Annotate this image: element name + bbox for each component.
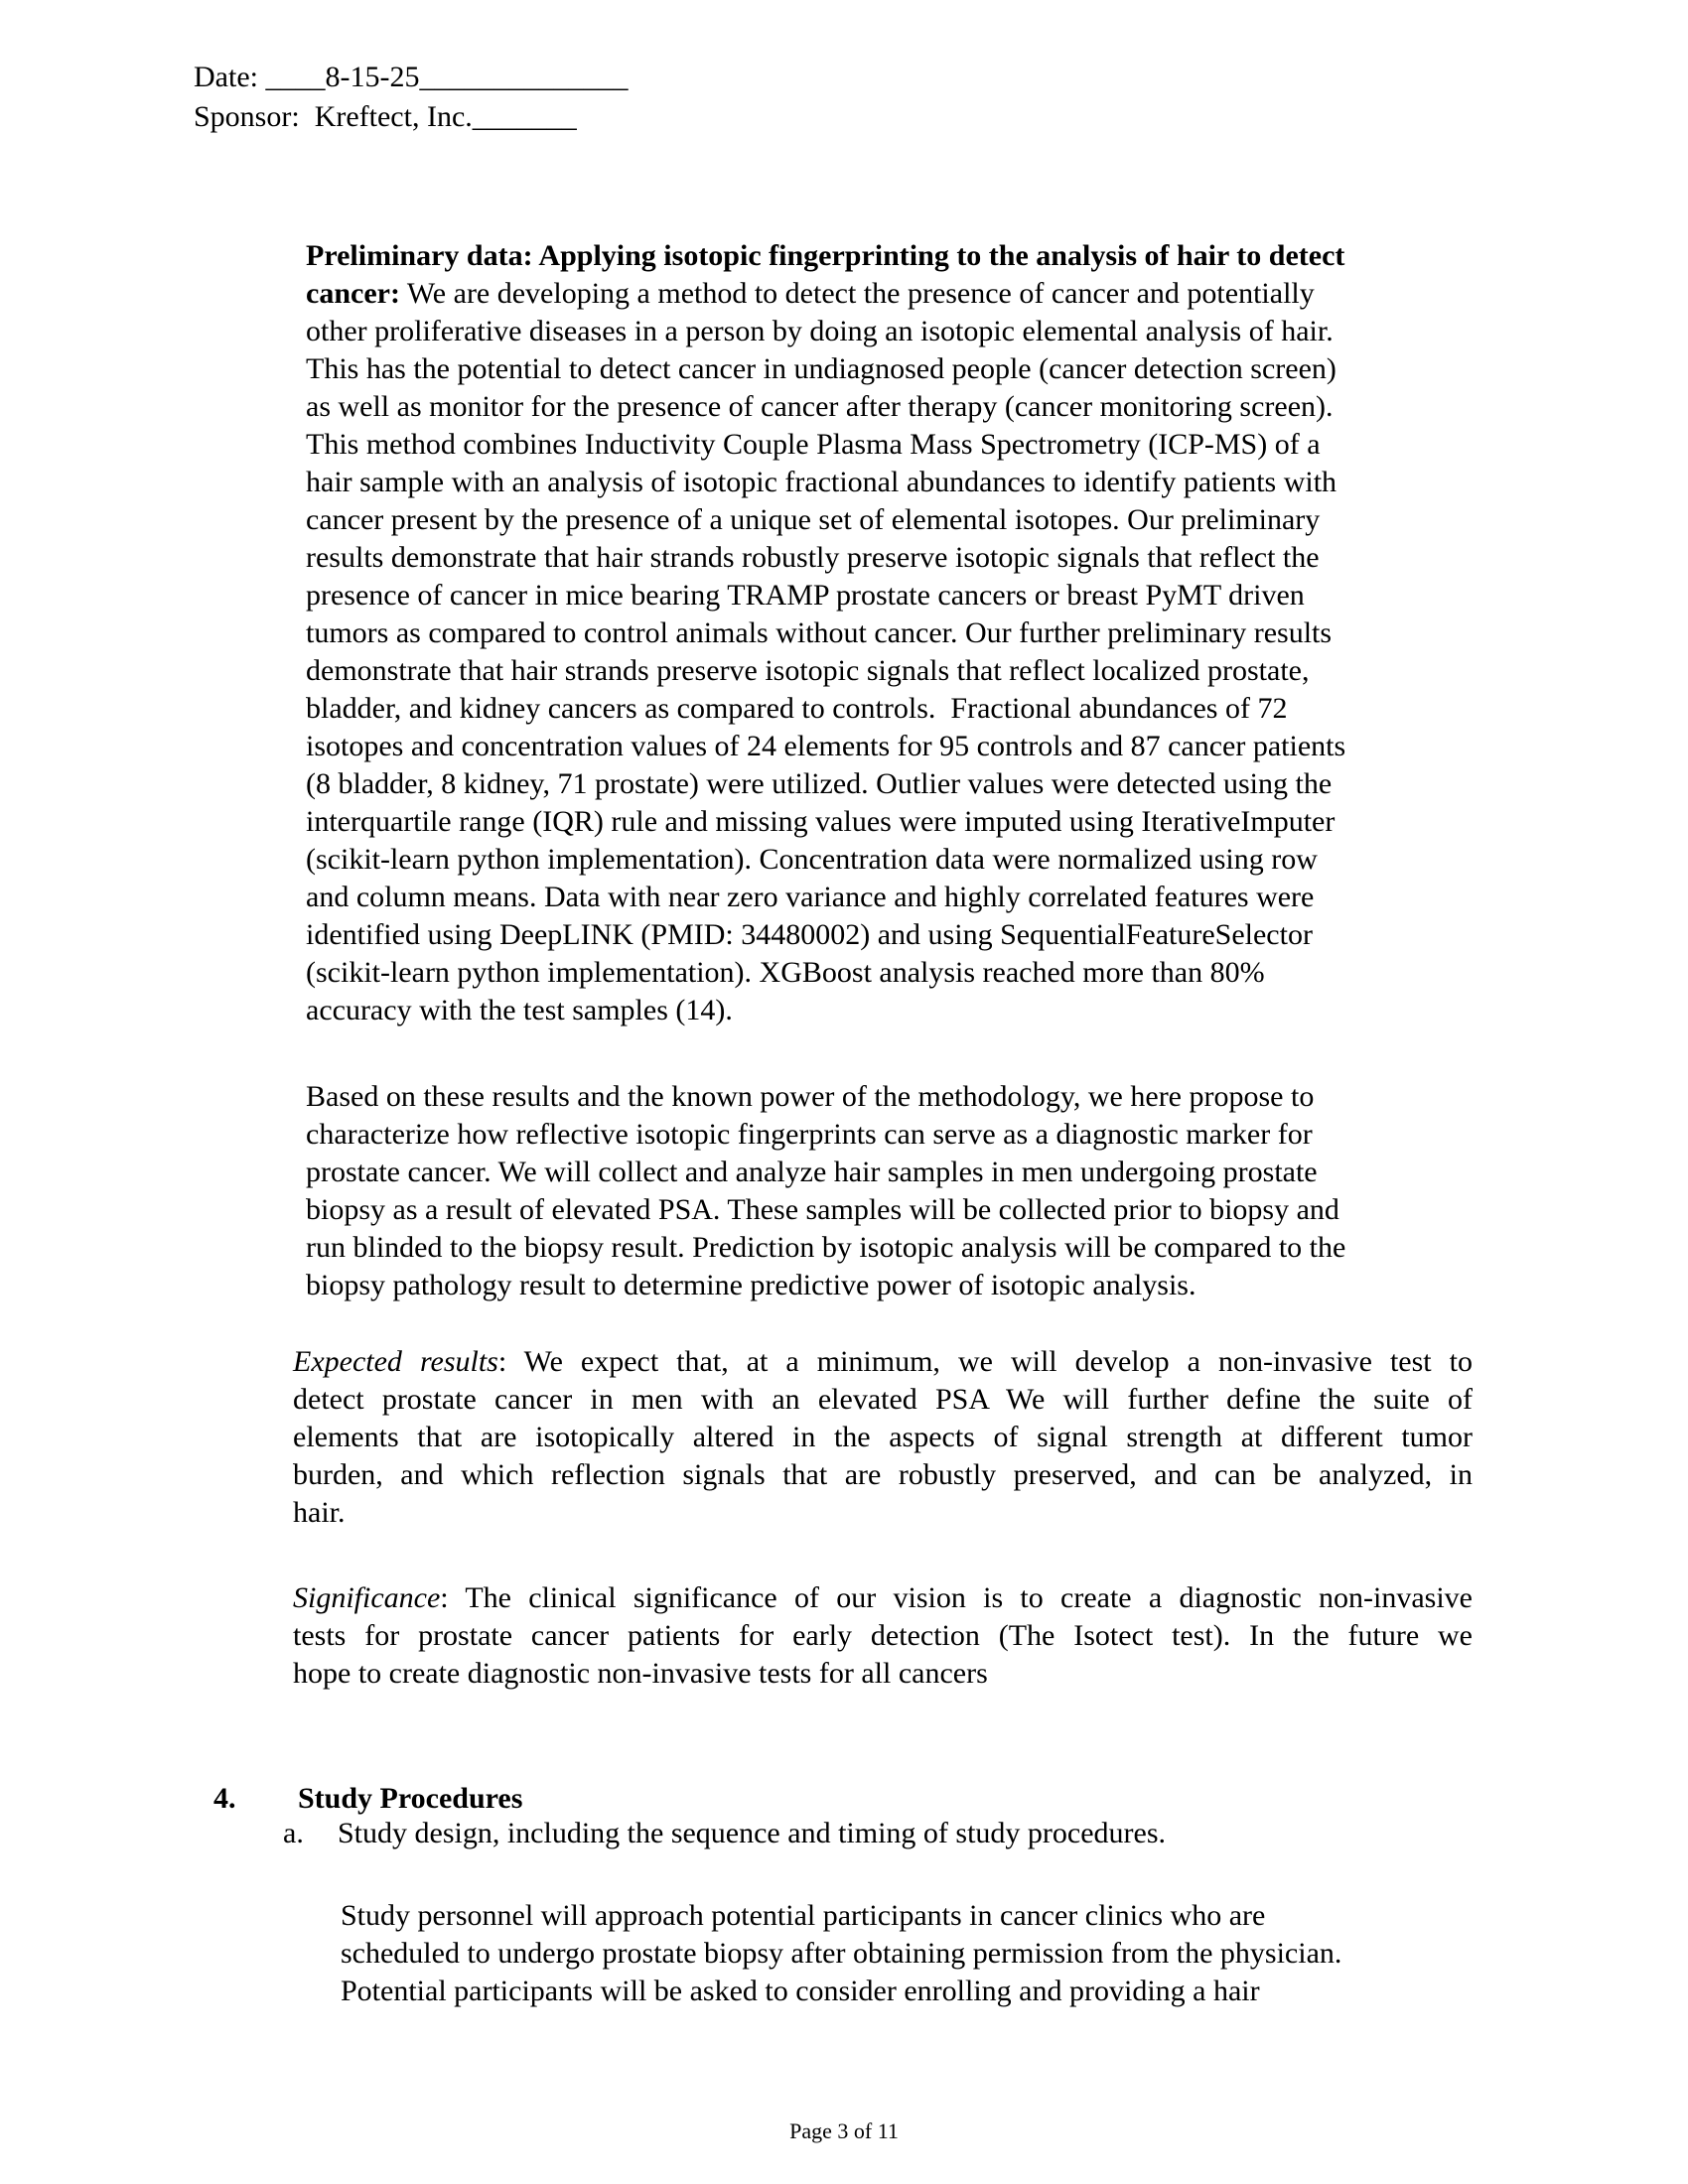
- text-line: [306, 313, 1345, 350]
- sponsor-label: Sponsor:: [194, 100, 300, 133]
- text-segment: Potential participants will be asked to consider enrolling and providing a hair: [341, 1975, 1260, 2007]
- text-line: [341, 1973, 1341, 2010]
- text-line: [306, 916, 1345, 954]
- text-line: [293, 1579, 1473, 1617]
- text-line: [306, 879, 1345, 916]
- text-segment: Expected results: [293, 1345, 498, 1378]
- date-blank-after: ______________: [419, 61, 629, 93]
- text-segment: biopsy pathology result to determine predictive power of isotopic analysis.: [306, 1269, 1196, 1301]
- date-blank-before: ____: [265, 61, 326, 93]
- text-line: [306, 992, 1345, 1029]
- paragraph-significance: [293, 1579, 1473, 1693]
- page-number-text: Page 3 of 11: [789, 2118, 899, 2143]
- paragraph-expected-results: [293, 1343, 1473, 1532]
- text-segment: biopsy as a result of elevated PSA. These samples will be collected prior to biopsy and: [306, 1193, 1339, 1226]
- text-line: [293, 1381, 1473, 1419]
- text-segment: demonstrate that hair strands preserve isotopic signals that reflect localized prostate,: [306, 654, 1310, 687]
- text-segment: (scikit-learn python implementation). Concentration data were normalized using row: [306, 843, 1318, 876]
- text-segment: (scikit-learn python implementation). XGBoost analysis reached more than 80%: [306, 956, 1265, 989]
- text-line: [293, 1655, 1473, 1693]
- sponsor-blank-after: _______: [472, 100, 577, 133]
- text-line: [306, 1154, 1345, 1191]
- text-line: [293, 1343, 1473, 1381]
- text-line: [306, 464, 1345, 501]
- section-title: Study Procedures: [298, 1782, 523, 1815]
- text-line: [306, 577, 1345, 614]
- page-footer: [0, 2118, 1688, 2144]
- text-line: [306, 350, 1345, 388]
- text-segment: tests for prostate cancer patients for early detection (The Isotect test). In the future we: [293, 1619, 1473, 1652]
- paragraph-preliminary-data: [306, 237, 1345, 1029]
- text-segment: : The clinical significance of our vision is to create a diagnostic non-invasive: [440, 1581, 1473, 1614]
- paragraph-study-personnel: [341, 1897, 1341, 2010]
- text-segment: Preliminary data: Applying isotopic fingerprinting to the analysis of hair to detect: [306, 239, 1345, 272]
- text-segment: : We expect that, at a minimum, we will develop a non-invasive test to: [497, 1345, 1473, 1378]
- text-segment: cancer:: [306, 277, 400, 310]
- text-line: [293, 1456, 1473, 1494]
- text-line: [306, 237, 1345, 275]
- text-line: [306, 841, 1345, 879]
- text-line: [306, 275, 1345, 313]
- section-item-a: [283, 1815, 1166, 1852]
- sponsor-gap: [300, 100, 315, 133]
- text-segment: accuracy with the test samples (14).: [306, 994, 733, 1026]
- text-line: [341, 1935, 1341, 1973]
- text-line: [306, 728, 1345, 765]
- text-segment: characterize how reflective isotopic fingerprints can serve as a diagnostic marker for: [306, 1118, 1313, 1151]
- date-label: Date:: [194, 61, 258, 93]
- text-line: [306, 765, 1345, 803]
- text-segment: identified using DeepLINK (PMID: 34480002) and using SequentialFeatureSelector: [306, 918, 1313, 951]
- text-segment: isotopes and concentration values of 24 elements for 95 controls and 87 cancer patients: [306, 730, 1346, 762]
- text-segment: as well as monitor for the presence of cancer after therapy (cancer monitoring screen).: [306, 390, 1334, 423]
- text-segment: This has the potential to detect cancer in undiagnosed people (cancer detection screen): [306, 352, 1336, 385]
- paragraph-proposal: [306, 1078, 1345, 1304]
- text-segment: tumors as compared to control animals without cancer. Our further preliminary results: [306, 616, 1333, 649]
- text-segment: other proliferative diseases in a person by doing an isotopic elemental analysis of hair.: [306, 315, 1334, 347]
- text-segment: interquartile range (IQR) rule and missing values were imputed using IterativeImputer: [306, 805, 1336, 838]
- text-segment: scheduled to undergo prostate biopsy after obtaining permission from the physician.: [341, 1937, 1342, 1970]
- text-segment: hair sample with an analysis of isotopic fractional abundances to identify patients with: [306, 466, 1337, 498]
- date-value: 8-15-25: [325, 61, 420, 93]
- text-segment: Based on these results and the known power of the methodology, we here propose to: [306, 1080, 1315, 1113]
- section-item-text: Study design, including the sequence and timing of study procedures.: [338, 1817, 1167, 1849]
- text-segment: burden, and which reflection signals that are robustly preserved, and can be analyzed, in: [293, 1458, 1473, 1491]
- text-line: [306, 1191, 1345, 1229]
- text-line: [341, 1897, 1341, 1935]
- text-segment: bladder, and kidney cancers as compared to controls. Fractional abundances of 72: [306, 692, 1288, 725]
- text-segment: hope to create diagnostic non-invasive tests for all cancers: [293, 1657, 988, 1690]
- text-line: [306, 652, 1345, 690]
- text-segment: results demonstrate that hair strands robustly preserve isotopic signals that reflect the: [306, 541, 1320, 574]
- sponsor-line: [194, 97, 628, 137]
- text-line: [293, 1494, 1473, 1532]
- sponsor-value: Kreftect, Inc.: [314, 100, 473, 133]
- text-line: [306, 1229, 1345, 1267]
- text-line: [306, 426, 1345, 464]
- text-segment: prostate cancer. We will collect and analyze hair samples in men undergoing prostate: [306, 1156, 1318, 1188]
- text-segment: hair.: [293, 1496, 346, 1529]
- text-line: [306, 954, 1345, 992]
- text-line: [306, 539, 1345, 577]
- text-line: [306, 388, 1345, 426]
- section-item-letter: a.: [283, 1817, 304, 1849]
- text-line: [293, 1617, 1473, 1655]
- text-line: [306, 1267, 1345, 1304]
- text-segment: (8 bladder, 8 kidney, 71 prostate) were utilized. Outlier values were detected using the: [306, 767, 1333, 800]
- text-line: [306, 690, 1345, 728]
- text-segment: cancer present by the presence of a unique set of elemental isotopes. Our preliminary: [306, 503, 1321, 536]
- section-heading-study-procedures: [213, 1780, 522, 1818]
- text-line: [306, 1116, 1345, 1154]
- text-segment: Significance: [293, 1581, 441, 1614]
- text-segment: elements that are isotopically altered in the aspects of signal strength at different tumor: [293, 1421, 1473, 1453]
- text-segment: We are developing a method to detect the presence of cancer and potentially: [399, 277, 1315, 310]
- text-line: [306, 1078, 1345, 1116]
- text-line: [306, 501, 1345, 539]
- text-line: [293, 1419, 1473, 1456]
- document-header: [194, 58, 628, 137]
- text-segment: Study personnel will approach potential participants in cancer clinics who are: [341, 1899, 1266, 1932]
- section-number: 4.: [213, 1782, 236, 1815]
- text-line: [306, 803, 1345, 841]
- text-segment: presence of cancer in mice bearing TRAMP prostate cancers or breast PyMT driven: [306, 579, 1305, 612]
- text-segment: detect prostate cancer in men with an elevated PSA We will further define the suite of: [293, 1383, 1473, 1416]
- text-segment: This method combines Inductivity Couple Plasma Mass Spectrometry (ICP-MS) of a: [306, 428, 1321, 461]
- text-line: [306, 614, 1345, 652]
- date-line: [194, 58, 628, 97]
- text-segment: run blinded to the biopsy result. Prediction by isotopic analysis will be compared to the: [306, 1231, 1346, 1264]
- text-segment: and column means. Data with near zero variance and highly correlated features were: [306, 881, 1315, 913]
